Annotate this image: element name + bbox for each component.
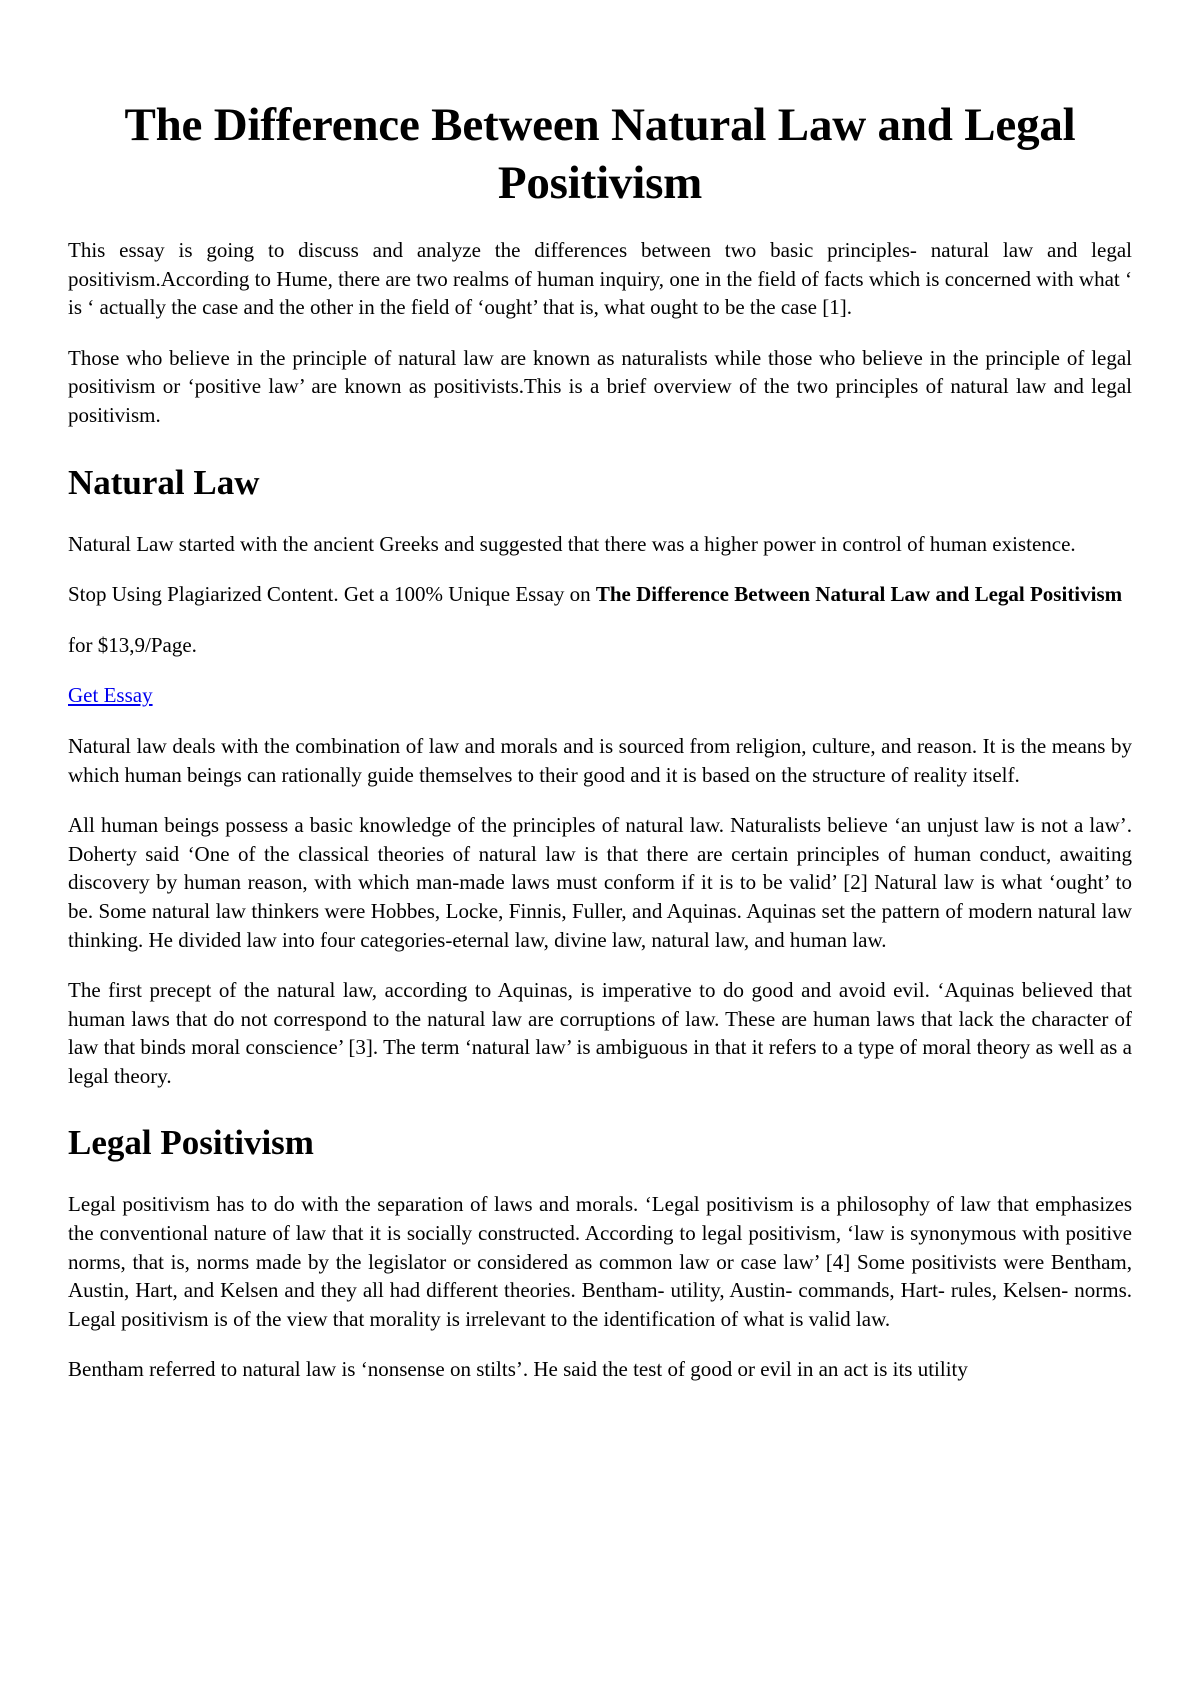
natural-law-paragraph-3: All human beings possess a basic knowledge of the principles of natural law. Naturalists believe ‘an unjust law is not a law’. Doherty said ‘One of the classical theories of natural law is that there are certain principles of human conduct, awaiting discovery by human reason, with which man-made laws must conform if it is to be valid’ [2] Natural law is what ‘ought’ to be. Some natural law thinkers were Hobbes, Locke, Finnis, Fuller, and Aquinas. Aquinas set the pattern of modern natural law thinking. He divided law into four categories-eternal law, divine law, natural law, and human law. xyxy=(68,813,1132,952)
promo-lead: Stop Using Plagiarized Content. Get a 100% Unique Essay on xyxy=(68,582,596,607)
page-title: The Difference Between Natural Law and Legal Positivism xyxy=(124,99,1076,209)
natural-law-heading: Natural Law xyxy=(68,462,260,502)
promo-price: for $13,9/Page. xyxy=(68,632,197,657)
promo-essay-title: The Difference Between Natural Law and Legal Positivism xyxy=(595,582,1123,607)
intro-paragraph-1: This essay is going to discuss and analyze the differences between two basic principles- natural law and legal positivism.According to Hume, there are two realms of human inquiry, one in the field of facts which is concerned with what ‘ is ‘ actually the case and the other in the field of ‘ought’ that is, what ought to be the case [1]. xyxy=(68,238,1132,320)
intro-paragraph-2: Those who believe in the principle of natural law are known as naturalists while those who believe in the principle of legal positivism or ‘positive law’ are known as positivists.This is a brief overview of the two principles of natural law and legal positivism. xyxy=(68,345,1132,427)
natural-law-paragraph-1: Natural Law started with the ancient Greeks and suggested that there was a higher power in control of human existence. xyxy=(68,531,1076,556)
get-essay-link[interactable]: Get Essay xyxy=(68,683,153,708)
promo-text xyxy=(68,580,1132,609)
get-essay-container xyxy=(68,681,1132,710)
natural-law-paragraph-4: The first precept of the natural law, according to Aquinas, is imperative to do good and avoid evil. ‘Aquinas believed that human laws that do not correspond to the natural law are corruptions of law. These are human laws that lack the character of law that binds moral conscience’ [3]. The term ‘natural law’ is ambiguous in that it refers to a type of moral theory as well as a legal theory. xyxy=(68,978,1132,1088)
natural-law-paragraph-2: Natural law deals with the combination of law and morals and is sourced from religion, culture, and reason. It is the means by which human beings can rationally guide themselves to their good and it is based on the structure of reality itself. xyxy=(68,733,1132,787)
legal-positivism-heading: Legal Positivism xyxy=(68,1123,314,1163)
legal-positivism-paragraph-1: Legal positivism has to do with the separation of laws and morals. ‘Legal positivism is a philosophy of law that emphasizes the conventional nature of law that it is socially constructed. According to legal positivism, ‘law is synonymous with positive norms, that is, norms made by the legislator or considered as common law or case law’ [4] Some positivists were Bentham, Austin, Hart, and Kelsen and they all had different theories. Bentham- utility, Austin- commands, Hart- rules, Kelsen- norms. Legal positivism is of the view that morality is irrelevant to the identification of what is valid law. xyxy=(68,1192,1132,1331)
legal-positivism-paragraph-2: Bentham referred to natural law is ‘nonsense on stilts’. He said the test of good or evil in an act is its utility xyxy=(68,1357,968,1382)
